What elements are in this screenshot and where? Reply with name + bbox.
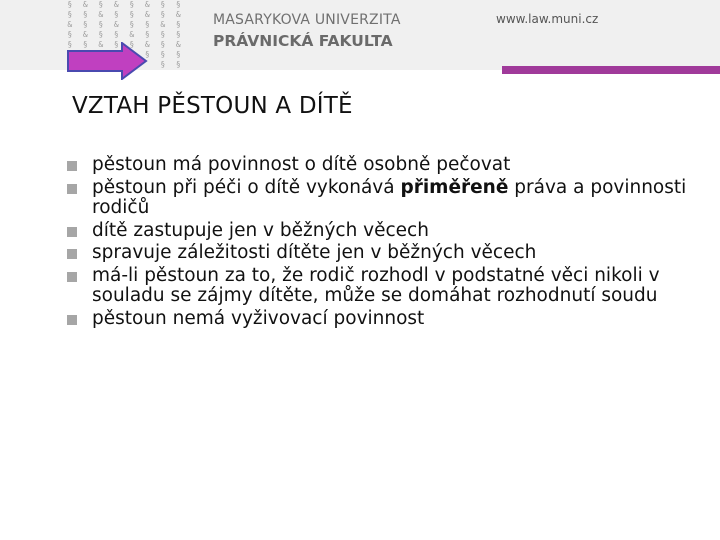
website-url: www.law.muni.cz — [496, 12, 599, 26]
list-item — [66, 266, 706, 307]
bullet-text: má-li pěstoun za to, že rodič rozhodl v podstatné věci nikoli v souladu se zájmy dítěte, může se domáhat rozhodnutí soudu — [92, 264, 660, 306]
bullet-list — [66, 155, 706, 331]
arrow-icon — [66, 42, 148, 80]
bullet-text: dítě zastupuje jen v běžných věcech — [92, 219, 429, 241]
slide-header — [0, 0, 720, 70]
faculty-name: PRÁVNICKÁ FAKULTA — [213, 32, 393, 50]
list-item — [66, 178, 706, 219]
bullet-text: pěstoun má povinnost o dítě osobně pečovat — [92, 154, 511, 175]
faculty-logo-pattern: § & § & § & § § § § & § § & § & & § § & § § & § § & § § & § § § § § & § § & § & § § § § § — [67, 0, 181, 69]
list-item — [66, 309, 706, 330]
list-item — [66, 155, 706, 176]
slide-title: VZTAH PĚSTOUN A DÍTĚ — [72, 93, 353, 119]
bullet-text-start: pěstoun při péči o dítě vykonává — [92, 176, 401, 198]
square-bullet-icon — [67, 272, 77, 282]
bullet-text: spravuje záležitosti dítěte jen v běžných věcech — [92, 242, 537, 263]
bullet-text-end: práva a povinnosti rodičů — [92, 176, 687, 218]
university-name: MASARYKOVA UNIVERZITA — [213, 12, 401, 28]
bullet-text-emphasis: přiměřeně — [400, 176, 509, 198]
square-bullet-icon — [67, 315, 77, 325]
list-item — [66, 243, 706, 264]
accent-bar — [502, 66, 720, 74]
square-bullet-icon — [67, 184, 77, 194]
list-item — [66, 221, 706, 242]
bullet-text: pěstoun nemá vyživovací povinnost — [92, 307, 425, 329]
square-bullet-icon — [67, 249, 77, 259]
square-bullet-icon — [67, 161, 77, 171]
square-bullet-icon — [67, 227, 77, 237]
